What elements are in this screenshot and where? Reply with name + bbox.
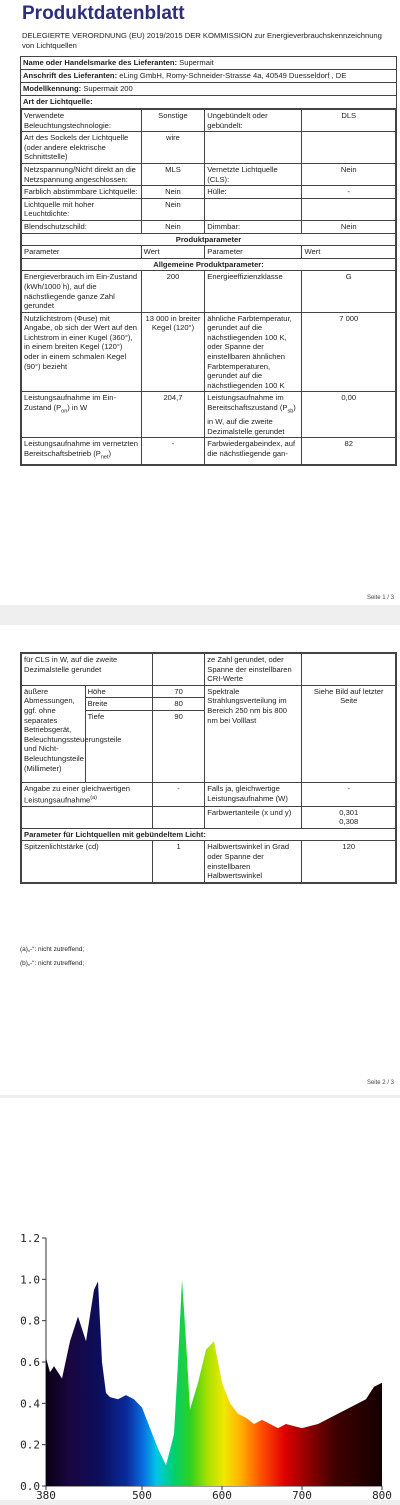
page-2 bbox=[0, 625, 400, 1095]
datasheet-table-page2 bbox=[20, 652, 397, 884]
spectrum-chart bbox=[0, 1098, 400, 1500]
x-tick-label: 500 bbox=[132, 1489, 152, 1502]
page-1 bbox=[0, 0, 400, 605]
table-row: Nutzlichtstrom (Φuse) mit Angabe, ob sich der Wert auf den Lichtstrom in einer Kugel (360°), in einem breiten Kegel (120°) oder in einem schmalen Kegel (90°) bezieht 13 000 in breiter Kegel (120°) ähnliche Farbtemperatur, gerundet auf die nächstliegenden 100 K, oder Spanne der einstellbaren ähnlichen Farbtemperaturen, gerundet auf die nächstliegenden 100 K 7 000 bbox=[22, 312, 396, 392]
table-row: Angabe zu einer gleichwertigen Leistungsaufnahme$^{(a)}$ - Falls ja, gleichwertige Leistungsaufnahme (W) - bbox=[22, 782, 396, 806]
footnote-b: (b)„-“: nicht zutreffend; bbox=[20, 960, 85, 967]
lightsource-heading: Art der Lichtquelle: bbox=[21, 96, 396, 109]
general-params-heading: Allgemeine Produktparameter: bbox=[22, 258, 396, 271]
table-row: Breite 80 bbox=[22, 698, 396, 711]
table-row: Verwendete Beleuchtungstechnologie: Sonstige Ungebündelt oder gebündelt: DLS bbox=[22, 110, 396, 132]
y-tick-label: 0.4 bbox=[20, 1397, 40, 1411]
table-row: Farbwertanteile (x und y) 0,301 0,308 bbox=[22, 806, 396, 828]
x-tick-label: 800 bbox=[372, 1489, 392, 1502]
footnote-a: (a)„-“: nicht zutreffend; bbox=[20, 946, 85, 953]
x-tick-label: 600 bbox=[212, 1489, 232, 1502]
table-row: Farblich abstimmbare Lichtquelle: Nein Hülle: - bbox=[22, 186, 396, 199]
params-table-continued bbox=[21, 653, 396, 883]
table-row: Blendschutzschild: Nein Dimmbar: Nein bbox=[22, 220, 396, 233]
y-tick-label: 0.2 bbox=[20, 1438, 40, 1452]
supplier-address-row: Anschrift des Lieferanten: eLing GmbH, Romy-Schneider-Strasse 4a, 40549 Duesseldorf , DE bbox=[21, 70, 396, 83]
page-number: Seite 2 / 3 bbox=[366, 1080, 394, 1086]
datasheet-table-page1 bbox=[20, 56, 397, 466]
lightsource-table bbox=[21, 109, 396, 465]
supplier-brand-row: Name oder Handelsmarke des Lieferanten: Supermait bbox=[21, 57, 396, 70]
table-row: Energieverbrauch im Ein-Zustand (kWh/1000 h), auf die nächstliegende ganze Zahl gerundet 200 Energieeffizienzklasse G bbox=[22, 271, 396, 312]
chart-marks bbox=[46, 1279, 382, 1486]
regulation-text: DELEGIERTE VERORDNUNG (EU) 2019/2015 DER KOMMISSION zur Energieverbrauchskennzeichnung von Lichtquellen bbox=[22, 31, 382, 50]
y-tick-label: 0.8 bbox=[20, 1314, 40, 1328]
table-row: für CLS in W, auf die zweite Dezimalstelle gerundet ze Zahl gerundet, oder Spanne der einstellbaren CRI-Werte bbox=[22, 654, 396, 686]
y-tick-label: 0.0 bbox=[20, 1480, 40, 1493]
dls-heading: Parameter für Lichtquellen mit gebündeltem Licht: bbox=[22, 828, 396, 841]
x-tick-label: 380 bbox=[36, 1489, 56, 1502]
y-tick-label: 1.0 bbox=[20, 1273, 40, 1287]
table-row: Tiefe 90 bbox=[22, 710, 396, 782]
doc-title: Produktdatenblatt bbox=[22, 3, 185, 24]
table-row: Spitzenlichtstärke (cd) 1 Halbwertswinkel in Grad oder Spanne der einstellbaren Halbwertswinkel 120 bbox=[22, 841, 396, 882]
table-row: Leistungsaufnahme im Ein-Zustand $(P_{on})$ in W 204,7 Leistungsaufnahme im Bereitschaftszustand $(P_{sb})$ in W, auf die zweite Dezimalstelle gerundet 0,00 bbox=[22, 392, 396, 438]
spectrum-area bbox=[46, 1279, 382, 1486]
table-row: Art des Sockels der Lichtquelle (oder andere elektrische Schnittstelle) wire bbox=[22, 132, 396, 164]
table-row: Leistungsaufnahme im vernetzten Bereitschaftsbetrieb $(P_{net})$ - Farbwiedergabeindex, auf die nächstliegende gan- 82 bbox=[22, 438, 396, 465]
page-number: Seite 1 / 3 bbox=[366, 595, 394, 601]
y-tick-label: 0.6 bbox=[20, 1356, 40, 1369]
table-header-row: Parameter Wert Parameter Wert bbox=[22, 246, 396, 259]
table-row: Netzspannung/Nicht direkt an die Netzspannung angeschlossen: MLS Vernetzte Lichtquelle (CLS): Nein bbox=[22, 163, 396, 185]
y-tick-label: 1.2 bbox=[20, 1232, 40, 1245]
x-tick-label: 700 bbox=[292, 1489, 312, 1502]
table-row: Lichtquelle mit hoher Leuchtdichte: Nein bbox=[22, 198, 396, 220]
page-3 bbox=[0, 1098, 400, 1500]
model-row: Modellkennung: Supermait 200 bbox=[21, 83, 396, 96]
product-params-heading: Produktparameter bbox=[22, 233, 396, 246]
table-row: äußere Abmessungen, ggf. ohne separates Betriebsgerät, Beleuchtungssteuerungsteile und Nicht-Beleuchtungsteile (Millimeter) Höhe 70 Spektrale Strahlungsverteilung im Bereich 250 nm bis 800 nm bei Volllast Siehe Bild auf letzter Seite bbox=[22, 685, 396, 698]
